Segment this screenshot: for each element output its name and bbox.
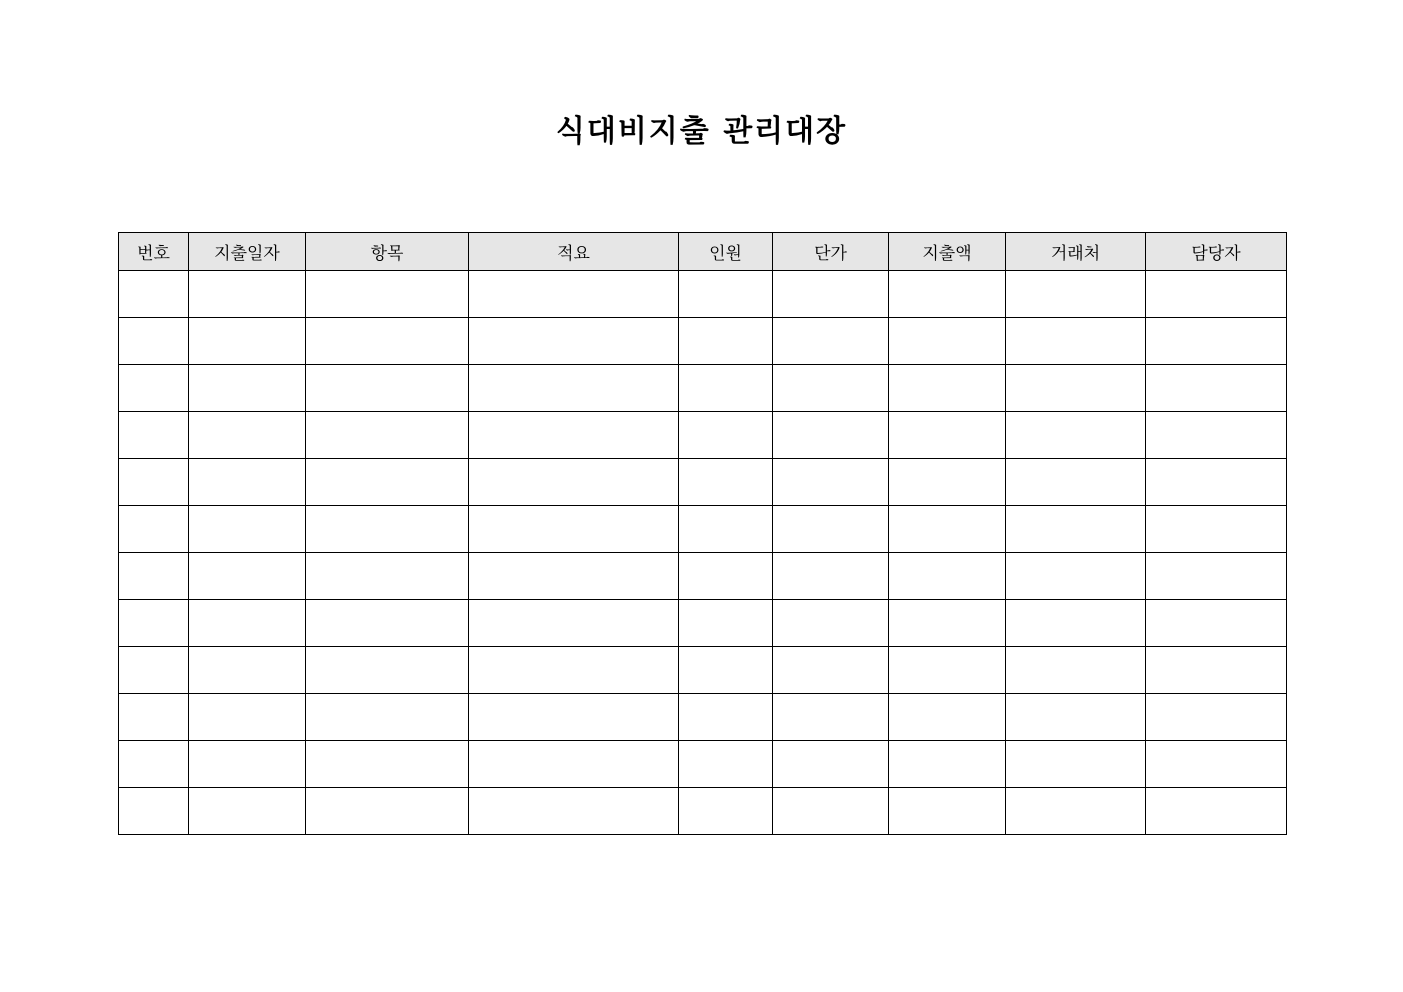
table-row [119,412,1287,459]
table-row [119,694,1287,741]
cell-expense-date[interactable] [189,788,306,835]
cell-expense-amount[interactable] [889,318,1006,365]
expense-ledger-table [118,232,1287,835]
header-expense-date: 지출일자 [189,233,306,271]
cell-vendor[interactable] [1006,365,1146,412]
cell-unit-price[interactable] [773,788,889,835]
cell-description[interactable] [469,318,679,365]
cell-unit-price[interactable] [773,600,889,647]
ledger-body [119,271,1287,835]
cell-vendor[interactable] [1006,647,1146,694]
table-row [119,365,1287,412]
table-row [119,271,1287,318]
cell-description[interactable] [469,788,679,835]
table-row [119,647,1287,694]
cell-item[interactable] [306,459,469,506]
cell-person-in-charge[interactable] [1146,600,1287,647]
cell-description[interactable] [469,271,679,318]
header-number: 번호 [119,233,189,271]
cell-unit-price[interactable] [773,741,889,788]
cell-person-in-charge[interactable] [1146,506,1287,553]
cell-number[interactable] [119,694,189,741]
table-row [119,600,1287,647]
header-headcount: 인원 [679,233,773,271]
cell-expense-date[interactable] [189,647,306,694]
cell-headcount[interactable] [679,741,773,788]
cell-item[interactable] [306,553,469,600]
cell-expense-date[interactable] [189,459,306,506]
cell-vendor[interactable] [1006,553,1146,600]
header-description: 적요 [469,233,679,271]
cell-number[interactable] [119,412,189,459]
cell-expense-amount[interactable] [889,788,1006,835]
cell-vendor[interactable] [1006,506,1146,553]
cell-item[interactable] [306,788,469,835]
cell-unit-price[interactable] [773,506,889,553]
table-row [119,318,1287,365]
cell-item[interactable] [306,271,469,318]
cell-headcount[interactable] [679,318,773,365]
cell-expense-date[interactable] [189,553,306,600]
cell-expense-date[interactable] [189,365,306,412]
cell-vendor[interactable] [1006,741,1146,788]
cell-person-in-charge[interactable] [1146,271,1287,318]
cell-headcount[interactable] [679,412,773,459]
cell-person-in-charge[interactable] [1146,459,1287,506]
cell-headcount[interactable] [679,459,773,506]
cell-expense-date[interactable] [189,694,306,741]
cell-description[interactable] [469,412,679,459]
cell-person-in-charge[interactable] [1146,412,1287,459]
cell-number[interactable] [119,741,189,788]
cell-vendor[interactable] [1006,788,1146,835]
cell-expense-amount[interactable] [889,694,1006,741]
cell-expense-date[interactable] [189,600,306,647]
cell-person-in-charge[interactable] [1146,553,1287,600]
header-vendor: 거래처 [1006,233,1146,271]
cell-expense-amount[interactable] [889,459,1006,506]
cell-headcount[interactable] [679,365,773,412]
cell-description[interactable] [469,600,679,647]
cell-expense-amount[interactable] [889,271,1006,318]
cell-unit-price[interactable] [773,553,889,600]
cell-expense-amount[interactable] [889,553,1006,600]
cell-unit-price[interactable] [773,365,889,412]
cell-vendor[interactable] [1006,459,1146,506]
cell-headcount[interactable] [679,600,773,647]
cell-expense-date[interactable] [189,271,306,318]
table-row [119,741,1287,788]
cell-item[interactable] [306,318,469,365]
cell-unit-price[interactable] [773,459,889,506]
cell-vendor[interactable] [1006,318,1146,365]
cell-unit-price[interactable] [773,271,889,318]
cell-person-in-charge[interactable] [1146,694,1287,741]
cell-description[interactable] [469,694,679,741]
cell-item[interactable] [306,506,469,553]
cell-person-in-charge[interactable] [1146,318,1287,365]
cell-number[interactable] [119,647,189,694]
header-expense-amount: 지출액 [889,233,1006,271]
cell-person-in-charge[interactable] [1146,647,1287,694]
cell-unit-price[interactable] [773,647,889,694]
cell-description[interactable] [469,506,679,553]
cell-description[interactable] [469,553,679,600]
cell-unit-price[interactable] [773,412,889,459]
cell-vendor[interactable] [1006,694,1146,741]
cell-description[interactable] [469,365,679,412]
cell-expense-amount[interactable] [889,506,1006,553]
cell-item[interactable] [306,694,469,741]
cell-item[interactable] [306,741,469,788]
cell-number[interactable] [119,788,189,835]
cell-number[interactable] [119,553,189,600]
cell-number[interactable] [119,506,189,553]
cell-expense-date[interactable] [189,318,306,365]
cell-headcount[interactable] [679,271,773,318]
cell-expense-amount[interactable] [889,647,1006,694]
cell-person-in-charge[interactable] [1146,365,1287,412]
cell-vendor[interactable] [1006,412,1146,459]
header-person-in-charge: 담당자 [1146,233,1287,271]
table-row [119,788,1287,835]
cell-description[interactable] [469,459,679,506]
cell-item[interactable] [306,600,469,647]
cell-expense-amount[interactable] [889,412,1006,459]
cell-unit-price[interactable] [773,694,889,741]
cell-expense-amount[interactable] [889,600,1006,647]
cell-person-in-charge[interactable] [1146,741,1287,788]
header-row [119,233,1287,271]
cell-expense-amount[interactable] [889,741,1006,788]
table-row [119,506,1287,553]
document-title: 식대비지출 관리대장 [555,114,848,149]
cell-number[interactable] [119,271,189,318]
cell-headcount[interactable] [679,647,773,694]
cell-number[interactable] [119,365,189,412]
cell-item[interactable] [306,365,469,412]
cell-headcount[interactable] [679,506,773,553]
cell-headcount[interactable] [679,553,773,600]
cell-number[interactable] [119,600,189,647]
cell-expense-date[interactable] [189,412,306,459]
cell-vendor[interactable] [1006,271,1146,318]
cell-unit-price[interactable] [773,318,889,365]
cell-vendor[interactable] [1006,600,1146,647]
cell-description[interactable] [469,647,679,694]
cell-number[interactable] [119,459,189,506]
cell-expense-date[interactable] [189,741,306,788]
header-item: 항목 [306,233,469,271]
cell-person-in-charge[interactable] [1146,788,1287,835]
header-unit-price: 단가 [773,233,889,271]
table-row [119,459,1287,506]
cell-expense-amount[interactable] [889,365,1006,412]
cell-description[interactable] [469,741,679,788]
cell-expense-date[interactable] [189,506,306,553]
cell-item[interactable] [306,412,469,459]
cell-headcount[interactable] [679,694,773,741]
table-row [119,553,1287,600]
cell-item[interactable] [306,647,469,694]
cell-number[interactable] [119,318,189,365]
cell-headcount[interactable] [679,788,773,835]
